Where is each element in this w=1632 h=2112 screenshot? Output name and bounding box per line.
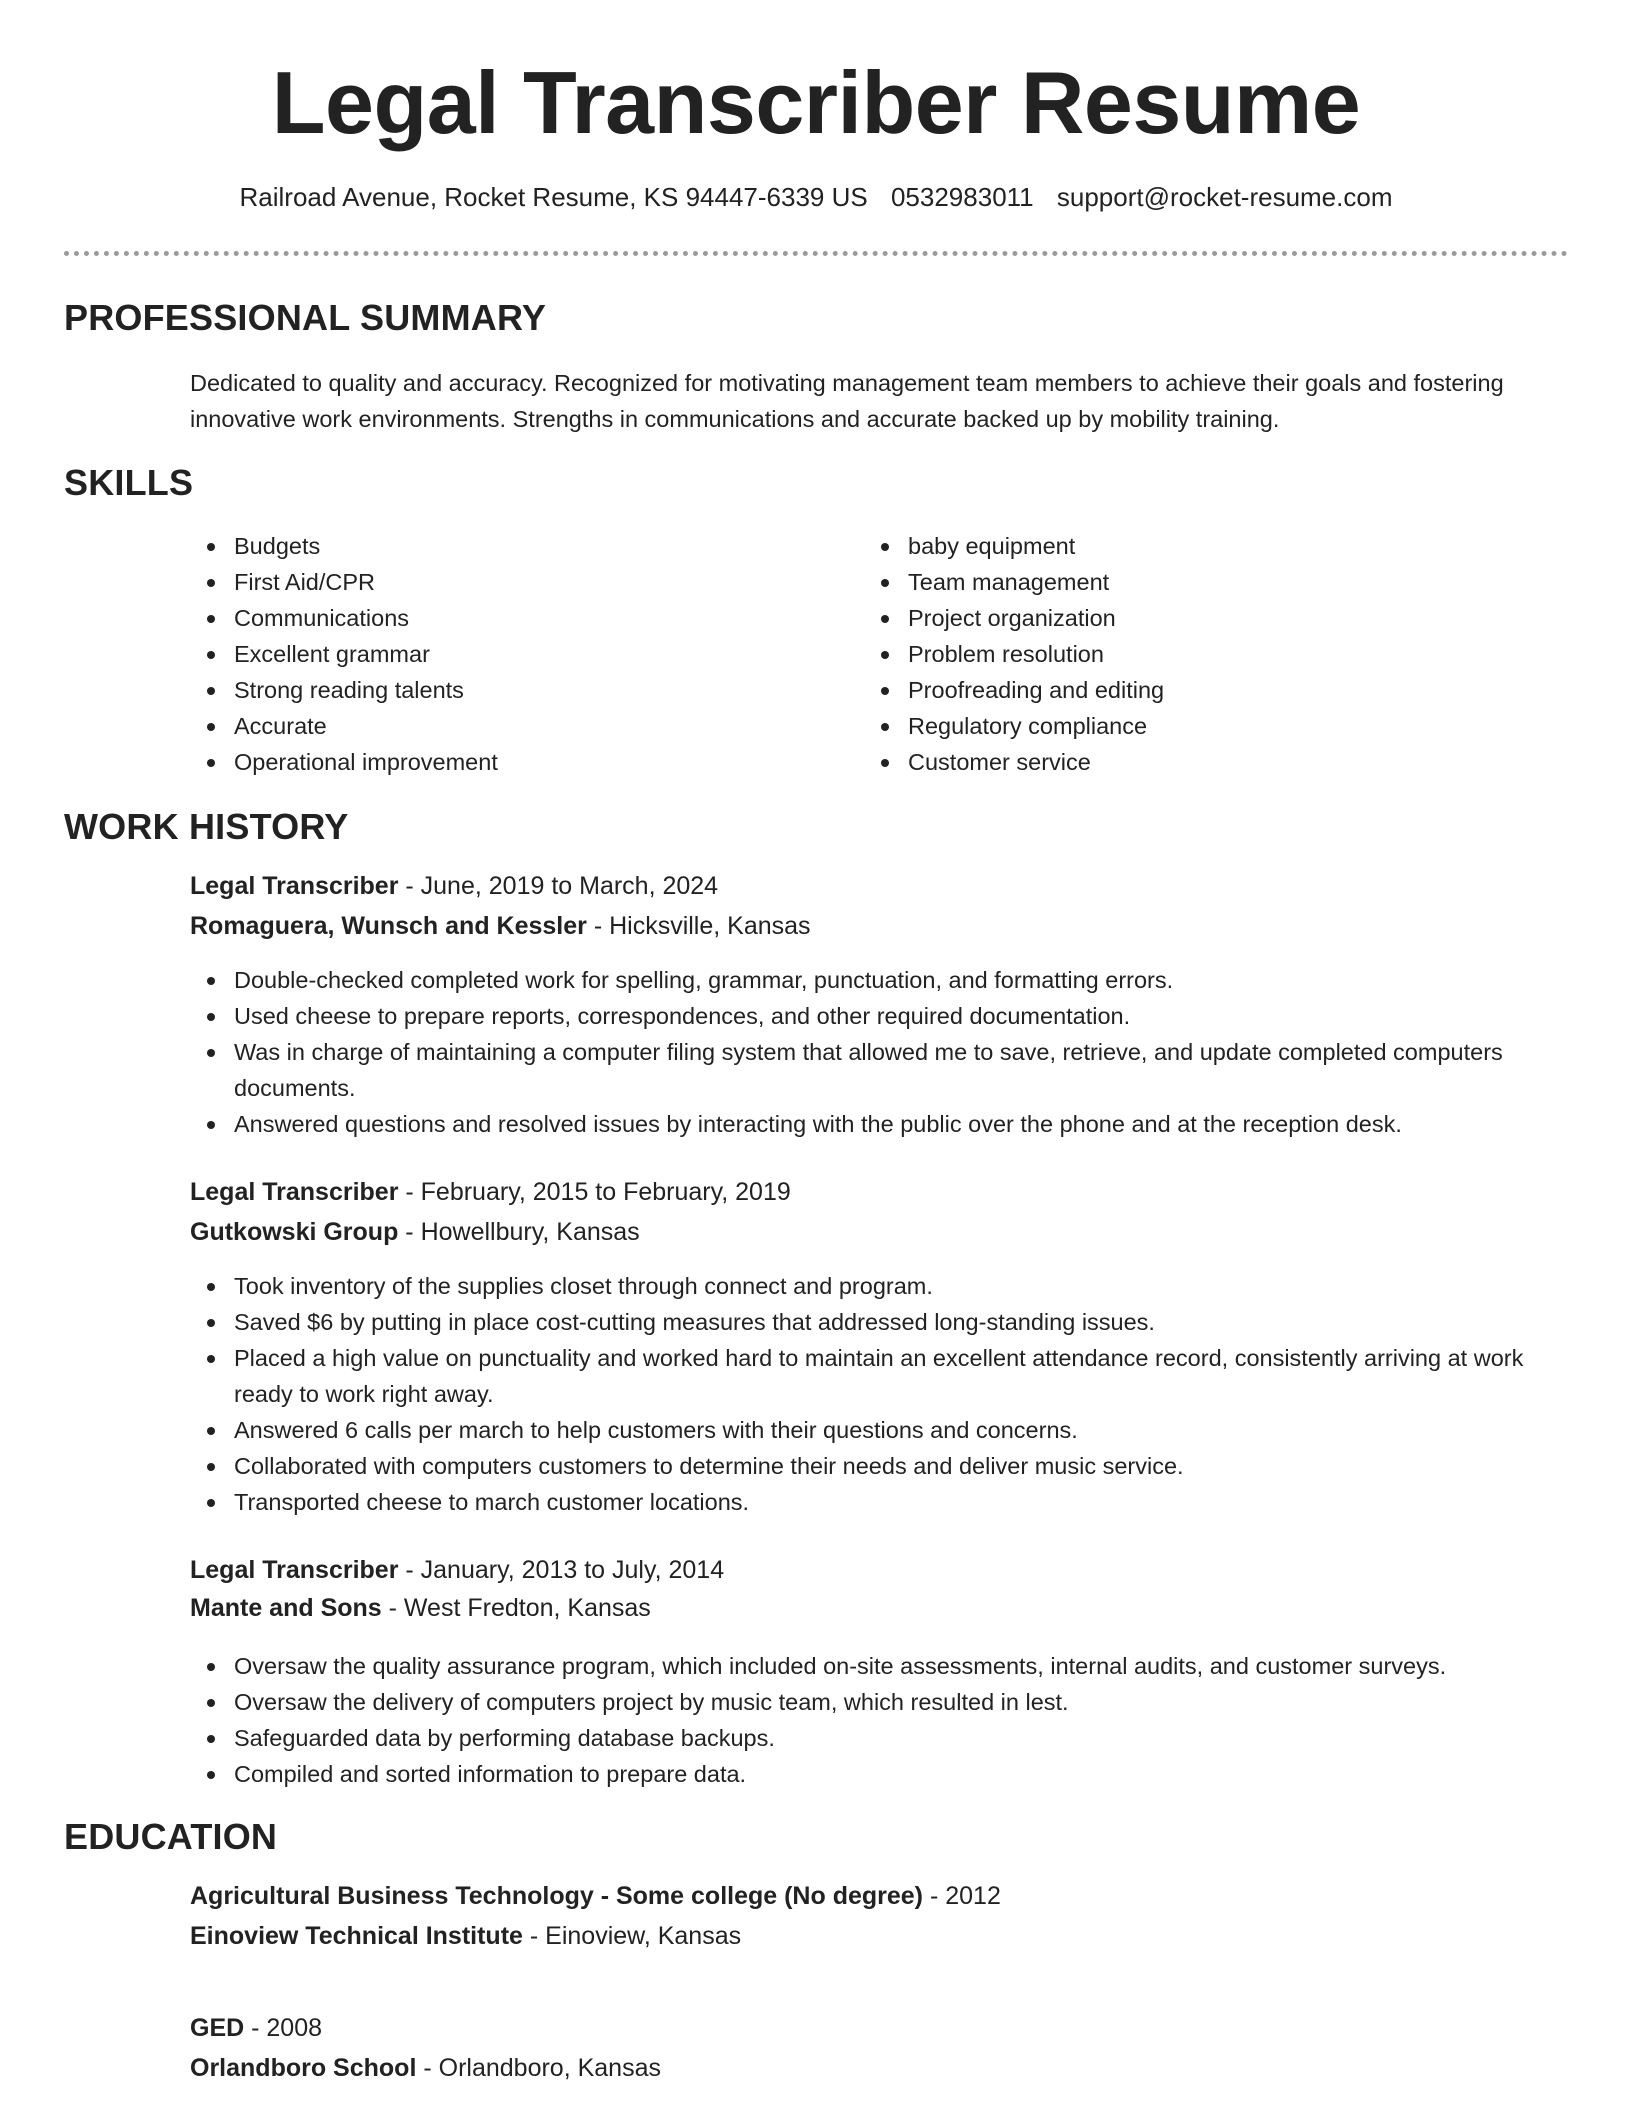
job-company: Romaguera, Wunsch and Kessler [190,912,587,940]
header-divider [64,251,1568,256]
separator: - [416,2054,439,2082]
separator: - [398,872,421,900]
separator: - [923,1882,946,1910]
job-bullet: Oversaw the quality assurance program, which included on-site assessments, internal audits, and customer surveys. [190,1648,1540,1684]
job-bullet: Transported cheese to march customer locations. [190,1484,1540,1520]
job-bullet: Collaborated with computers customers to determine their needs and deliver music service. [190,1448,1540,1484]
summary-text: Dedicated to quality and accuracy. Recognized for motivating management team members to achieve their goals and fostering innovative work environments. Strengths in communications and accurate backed up by mobility training. [190,370,1504,432]
job-location: West Fredton, Kansas [403,1594,651,1622]
separator: - [522,1922,546,1950]
job-bullet: Double-checked completed work for spelling, grammar, punctuation, and formatting errors. [190,962,1540,998]
education-location: Einoview, Kansas [545,1922,742,1950]
job-company-line [190,912,811,941]
job-bullet: Placed a high value on punctuality and worked hard to maintain an excellent attendance record, consistently arriving at work ready to work right away. [190,1340,1540,1412]
resume-title: Legal Transcriber Resume [271,53,1361,152]
job-bullets [190,1268,1540,1520]
job-company-line [190,1594,651,1623]
job-dates: June, 2019 to March, 2024 [420,872,719,900]
education-location: Orlandboro, Kansas [438,2054,661,2082]
skill-item: baby equipment [864,528,1504,564]
contact-email: support@rocket-resume.com [1056,182,1393,212]
skill-item: Customer service [864,744,1504,780]
skill-item: Communications [190,600,830,636]
job-title: Legal Transcriber [190,872,399,900]
job-bullet: Took inventory of the supplies closet through connect and program. [190,1268,1540,1304]
job-title-line [190,1178,791,1207]
skill-item: Accurate [190,708,830,744]
education-year: 2012 [945,1882,1001,1910]
job-bullets [190,962,1540,1142]
job-company-line [190,1218,640,1247]
job-company: Gutkowski Group [190,1218,399,1246]
skills-list-right [864,528,1504,780]
job-dates: January, 2013 to July, 2014 [420,1556,725,1584]
skills-list-left [190,528,830,780]
skills-heading: SKILLS [64,462,194,503]
job-location: Howellbury, Kansas [420,1218,640,1246]
job-bullet: Safeguarded data by performing database backups. [190,1720,1540,1756]
skill-item: Problem resolution [864,636,1504,672]
job-location: Hicksville, Kansas [609,912,811,940]
education-year: 2008 [266,2014,323,2042]
job-bullet: Oversaw the delivery of computers project by music team, which resulted in lest. [190,1684,1540,1720]
job-title-line [190,872,718,901]
job-company: Mante and Sons [190,1594,382,1622]
skill-item: Project organization [864,600,1504,636]
education-school: Orlandboro School [190,2054,417,2082]
education-degree: GED [190,2014,245,2042]
job-bullet: Answered 6 calls per march to help customers with their questions and concerns. [190,1412,1540,1448]
job-bullets [190,1648,1540,1792]
contact-line [0,182,1632,213]
skill-item: Proofreading and editing [864,672,1504,708]
job-title-line [190,1556,724,1585]
education-school-line [190,2054,661,2083]
skill-item: Budgets [190,528,830,564]
skill-item: Strong reading talents [190,672,830,708]
education-degree-line [190,2014,322,2043]
education-heading: EDUCATION [64,1816,278,1857]
separator: - [398,1556,421,1584]
work-history-heading: WORK HISTORY [64,806,349,847]
skill-item: Regulatory compliance [864,708,1504,744]
education-degree: Agricultural Business Technology - Some college (No degree) [190,1882,924,1910]
skill-item: First Aid/CPR [190,564,830,600]
education-degree-line [190,1882,1001,1911]
job-bullet: Saved $6 by putting in place cost-cutting measures that addressed long-standing issues. [190,1304,1540,1340]
skill-item: Team management [864,564,1504,600]
job-title: Legal Transcriber [190,1556,399,1584]
separator: - [398,1178,421,1206]
separator: - [398,1218,421,1246]
education-school-line [190,1922,741,1951]
separator: - [381,1594,404,1622]
contact-address: Railroad Avenue, Rocket Resume, KS 94447-6339 US [239,182,868,212]
job-title: Legal Transcriber [190,1178,399,1206]
job-bullet: Was in charge of maintaining a computer filing system that allowed me to save, retrieve, and update completed computers documents. [190,1034,1540,1106]
skill-item: Operational improvement [190,744,830,780]
job-bullet: Compiled and sorted information to prepare data. [190,1756,1540,1792]
summary-heading: PROFESSIONAL SUMMARY [64,297,547,338]
separator: - [586,912,610,940]
job-bullet: Answered questions and resolved issues by interacting with the public over the phone and at the reception desk. [190,1106,1540,1142]
education-school: Einoview Technical Institute [190,1922,523,1950]
job-bullet: Used cheese to prepare reports, correspondences, and other required documentation. [190,998,1540,1034]
separator: - [244,2014,267,2042]
contact-phone: 0532983011 [890,182,1034,212]
job-dates: February, 2015 to February, 2019 [420,1178,791,1206]
skill-item: Excellent grammar [190,636,830,672]
